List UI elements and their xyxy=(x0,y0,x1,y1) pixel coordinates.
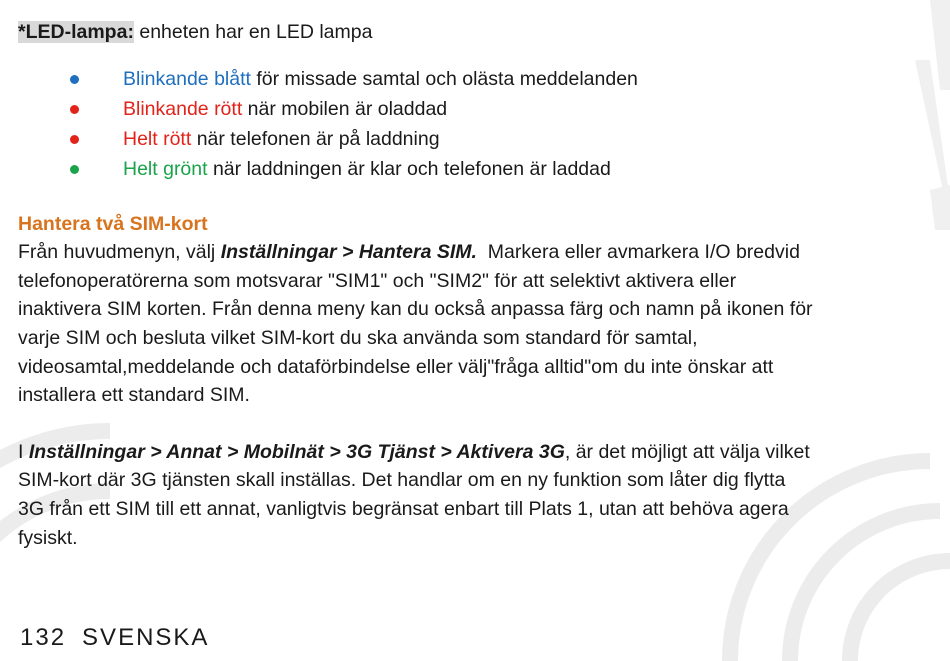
bullet-dot-icon xyxy=(70,105,79,114)
bullet-text: för missade samtal och olästa meddelanden xyxy=(250,67,638,90)
paragraph-line: videosamtal,meddelande och dataförbindelse eller välj"fråga alltid"om du inte önskar att xyxy=(18,355,774,378)
bullet-colored-text: Blinkande blått xyxy=(123,67,251,90)
bullet-text: när laddningen är klar och telefonen är laddad xyxy=(207,157,611,180)
led-label: *LED-lampa: xyxy=(18,21,134,43)
menu-path: Inställningar > Annat > Mobilnät > 3G Tjänst > Aktivera 3G xyxy=(28,440,565,463)
list-item xyxy=(18,64,918,94)
bullet-colored-text: Helt rött xyxy=(123,127,192,150)
bullet-text: när mobilen är oladdad xyxy=(242,97,448,120)
led-bullet-list xyxy=(18,64,918,184)
led-line xyxy=(18,18,918,47)
paragraph-line: telefonoperatörerna som motsvarar "SIM1" och "SIM2" för att selektivt aktivera eller xyxy=(18,269,737,292)
bullet-dot-icon xyxy=(70,75,79,84)
led-text: enheten har en LED lampa xyxy=(133,21,373,43)
paragraph-line: SIM-kort där 3G tjänsten skall inställas. Det handlar om en ny funktion som låter dig flytta xyxy=(18,469,786,492)
paragraph-line: fysiskt. xyxy=(18,526,78,549)
paragraph-text: Markera eller avmarkera I/O bredvid xyxy=(476,241,800,264)
bullet-colored-text: Helt grönt xyxy=(123,157,208,180)
paragraph-text: I xyxy=(18,440,29,463)
bullet-text: när telefonen är på laddning xyxy=(191,127,440,150)
paragraph-line: varje SIM och besluta vilket SIM-kort du ska använda som standard för samtal, xyxy=(18,326,698,349)
section-heading: Hantera två SIM-kort xyxy=(18,212,208,235)
bullet-colored-text: Blinkande rött xyxy=(123,97,243,120)
paragraph-3g xyxy=(18,438,918,552)
menu-path: Inställningar > Hantera SIM. xyxy=(220,241,477,264)
list-item xyxy=(18,124,918,154)
bullet-dot-icon xyxy=(70,135,79,144)
paragraph-line: installera ett standard SIM. xyxy=(18,384,250,407)
bullet-dot-icon xyxy=(70,165,79,174)
list-item xyxy=(18,154,918,184)
footer-language: SVENSKA xyxy=(82,624,210,651)
page-content xyxy=(18,18,918,552)
page-footer xyxy=(20,624,209,652)
dual-sim-section xyxy=(18,210,918,553)
page-number: 132 xyxy=(20,624,67,651)
paragraph-line: inaktivera SIM korten. Från denna meny kan du också anpassa färg och namn på ikonen för xyxy=(18,298,813,321)
paragraph-line xyxy=(18,438,918,467)
paragraph-line xyxy=(18,238,918,267)
paragraph-text: Från huvudmenyn, välj xyxy=(18,241,221,264)
paragraph-text: , är det möjligt att välja vilket xyxy=(564,440,810,463)
list-item xyxy=(18,94,918,124)
paragraph-line: 3G från ett SIM till ett annat, vanligtvis begränsat enbart till Plats 1, utan att behöva agera xyxy=(18,497,789,520)
